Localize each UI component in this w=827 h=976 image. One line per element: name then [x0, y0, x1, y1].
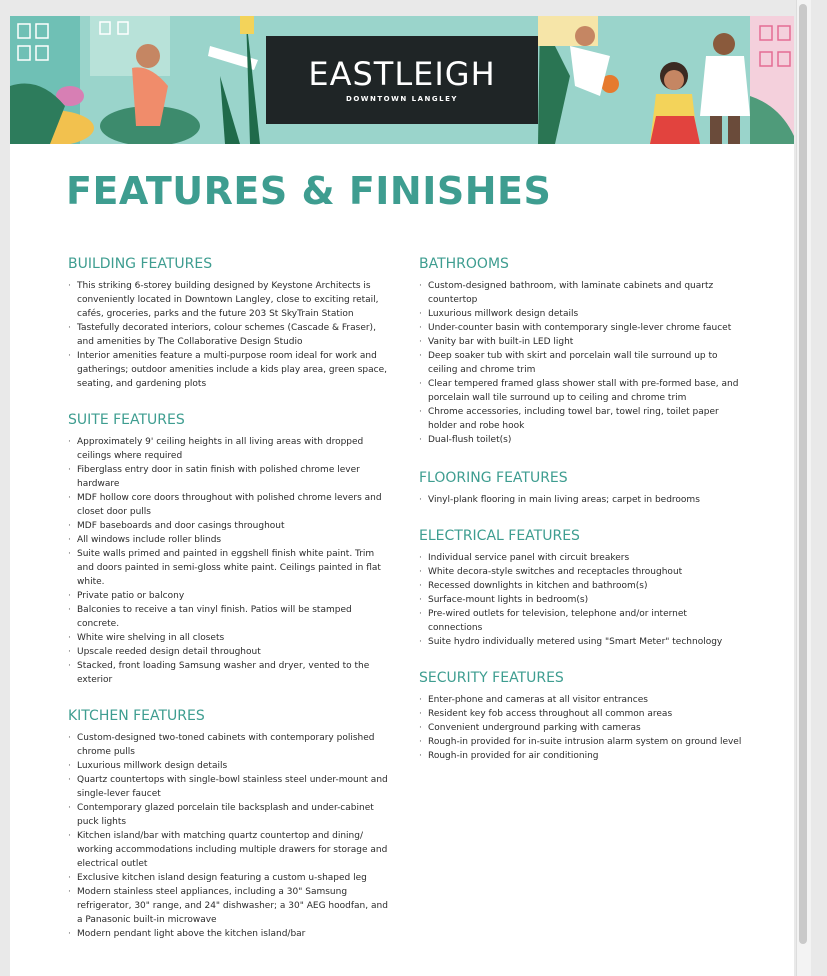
list-item: · Fiberglass entry door in satin finish with polished chrome lever hardware: [68, 463, 392, 491]
list-item: · Vinyl-plank flooring in main living areas; carpet in bedrooms: [419, 493, 743, 507]
list-item: · Pre-wired outlets for television, telephone and/or internet connections: [419, 607, 743, 635]
list-item: · Under-counter basin with contemporary single-lever chrome faucet: [419, 321, 743, 335]
page-title: FEATURES & FINISHES: [66, 169, 552, 213]
list-item: · Deep soaker tub with skirt and porcelain wall tile surround up to ceiling and chrome trim: [419, 349, 743, 377]
list-item: · Rough-in provided for air conditioning: [419, 749, 743, 763]
list-item: · Contemporary glazed porcelain tile backsplash and under-cabinet puck lights: [68, 801, 392, 829]
list-item: · Resident key fob access throughout all common areas: [419, 707, 743, 721]
section-kitchen-features: [68, 707, 392, 941]
section-spacer: [68, 687, 392, 707]
section-heading: BUILDING FEATURES: [68, 256, 213, 272]
section-suite-features: [68, 411, 392, 687]
section-heading: SUITE FEATURES: [68, 412, 185, 428]
list-item: · Upscale reeded design detail throughout: [68, 645, 392, 659]
list-item: · Enter-phone and cameras at all visitor entrances: [419, 693, 743, 707]
list-item: · Tastefully decorated interiors, colour schemes (Cascade & Fraser), and amenities by The Collaborative Design Studio: [68, 321, 392, 349]
list-item: · Exclusive kitchen island design featuring a custom u-shaped leg: [68, 871, 392, 885]
brand-logo: [266, 36, 538, 124]
list-item: · Kitchen island/bar with matching quartz countertop and dining/ working accommodations including multiple drawers for storage and electrical outlet: [68, 829, 392, 871]
list-item: · This striking 6-storey building designed by Keystone Architects is conveniently located in Downtown Langley, close to exciting retail, cafés, groceries, parks and the future 203 St SkyTrain Station: [68, 279, 392, 321]
list-item: · Custom-designed two-toned cabinets with contemporary polished chrome pulls: [68, 731, 392, 759]
logo-subtitle: DOWNTOWN LANGLEY: [346, 95, 458, 103]
section-spacer: [419, 507, 743, 527]
list-item: · Dual-flush toilet(s): [419, 433, 743, 447]
section-heading: SECURITY FEATURES: [419, 670, 564, 686]
list-item: · Suite hydro individually metered using "Smart Meter" technology: [419, 635, 743, 649]
left-column: [68, 255, 392, 941]
list-item: · Modern stainless steel appliances, including a 30" Samsung refrigerator, 30" range, and 24" dishwasher; a 30" AEG hoodfan, and a Panasonic built-in microwave: [68, 885, 392, 927]
list-item: · Private patio or balcony: [68, 589, 392, 603]
list-item: · Balconies to receive a tan vinyl finish. Patios will be stamped concrete.: [68, 603, 392, 631]
feature-list: [68, 731, 392, 941]
section-spacer: [419, 649, 743, 669]
section-electrical-features: [419, 527, 743, 649]
list-item: · White decora-style switches and receptacles throughout: [419, 565, 743, 579]
header-banner: [10, 16, 794, 144]
list-item: · Stacked, front loading Samsung washer and dryer, vented to the exterior: [68, 659, 392, 687]
list-item: · Modern pendant light above the kitchen island/bar: [68, 927, 392, 941]
list-item: · Rough-in provided for in-suite intrusion alarm system on ground level: [419, 735, 743, 749]
feature-list: [419, 551, 743, 649]
feature-list: [419, 279, 743, 447]
list-item: · MDF hollow core doors throughout with polished chrome levers and closet door pulls: [68, 491, 392, 519]
list-item: · Quartz countertops with single-bowl stainless steel under-mount and single-lever faucet: [68, 773, 392, 801]
feature-list: [68, 435, 392, 687]
section-heading: KITCHEN FEATURES: [68, 708, 205, 724]
section-heading: FLOORING FEATURES: [419, 470, 568, 486]
list-item: · Individual service panel with circuit breakers: [419, 551, 743, 565]
feature-list: [419, 693, 743, 763]
section-security-features: [419, 669, 743, 763]
list-item: · Approximately 9' ceiling heights in all living areas with dropped ceilings where required: [68, 435, 392, 463]
list-item: · Luxurious millwork design details: [419, 307, 743, 321]
section-bathrooms: [419, 255, 743, 447]
list-item: · All windows include roller blinds: [68, 533, 392, 547]
list-item: · Clear tempered framed glass shower stall with pre-formed base, and porcelain wall tile surround up to ceiling and chrome trim: [419, 377, 743, 405]
list-item: · Recessed downlights in kitchen and bathroom(s): [419, 579, 743, 593]
feature-list: [68, 279, 392, 391]
section-spacer: [419, 447, 743, 469]
list-item: · Convenient underground parking with cameras: [419, 721, 743, 735]
list-item: · White wire shelving in all closets: [68, 631, 392, 645]
section-heading: ELECTRICAL FEATURES: [419, 528, 580, 544]
section-heading: BATHROOMS: [419, 256, 509, 272]
right-column: [419, 255, 743, 763]
list-item: · Luxurious millwork design details: [68, 759, 392, 773]
list-item: · MDF baseboards and door casings throughout: [68, 519, 392, 533]
list-item: · Interior amenities feature a multi-purpose room ideal for work and gatherings; outdoor amenities include a kids play area, green space, seating, and gardening plots: [68, 349, 392, 391]
feature-list: [419, 493, 743, 507]
list-item: · Vanity bar with built-in LED light: [419, 335, 743, 349]
list-item: · Surface-mount lights in bedroom(s): [419, 593, 743, 607]
scrollbar-thumb[interactable]: [799, 4, 807, 944]
logo-wordmark: EASTLEIGH: [308, 55, 496, 93]
section-flooring-features: [419, 469, 743, 507]
list-item: · Suite walls primed and painted in eggshell finish white paint. Trim and doors painted in semi-gloss white paint. Ceilings painted in flat white.: [68, 547, 392, 589]
document-page: [10, 16, 794, 976]
section-spacer: [68, 391, 392, 411]
section-building-features: [68, 255, 392, 391]
list-item: · Custom-designed bathroom, with laminate cabinets and quartz countertop: [419, 279, 743, 307]
list-item: · Chrome accessories, including towel bar, towel ring, toilet paper holder and robe hook: [419, 405, 743, 433]
